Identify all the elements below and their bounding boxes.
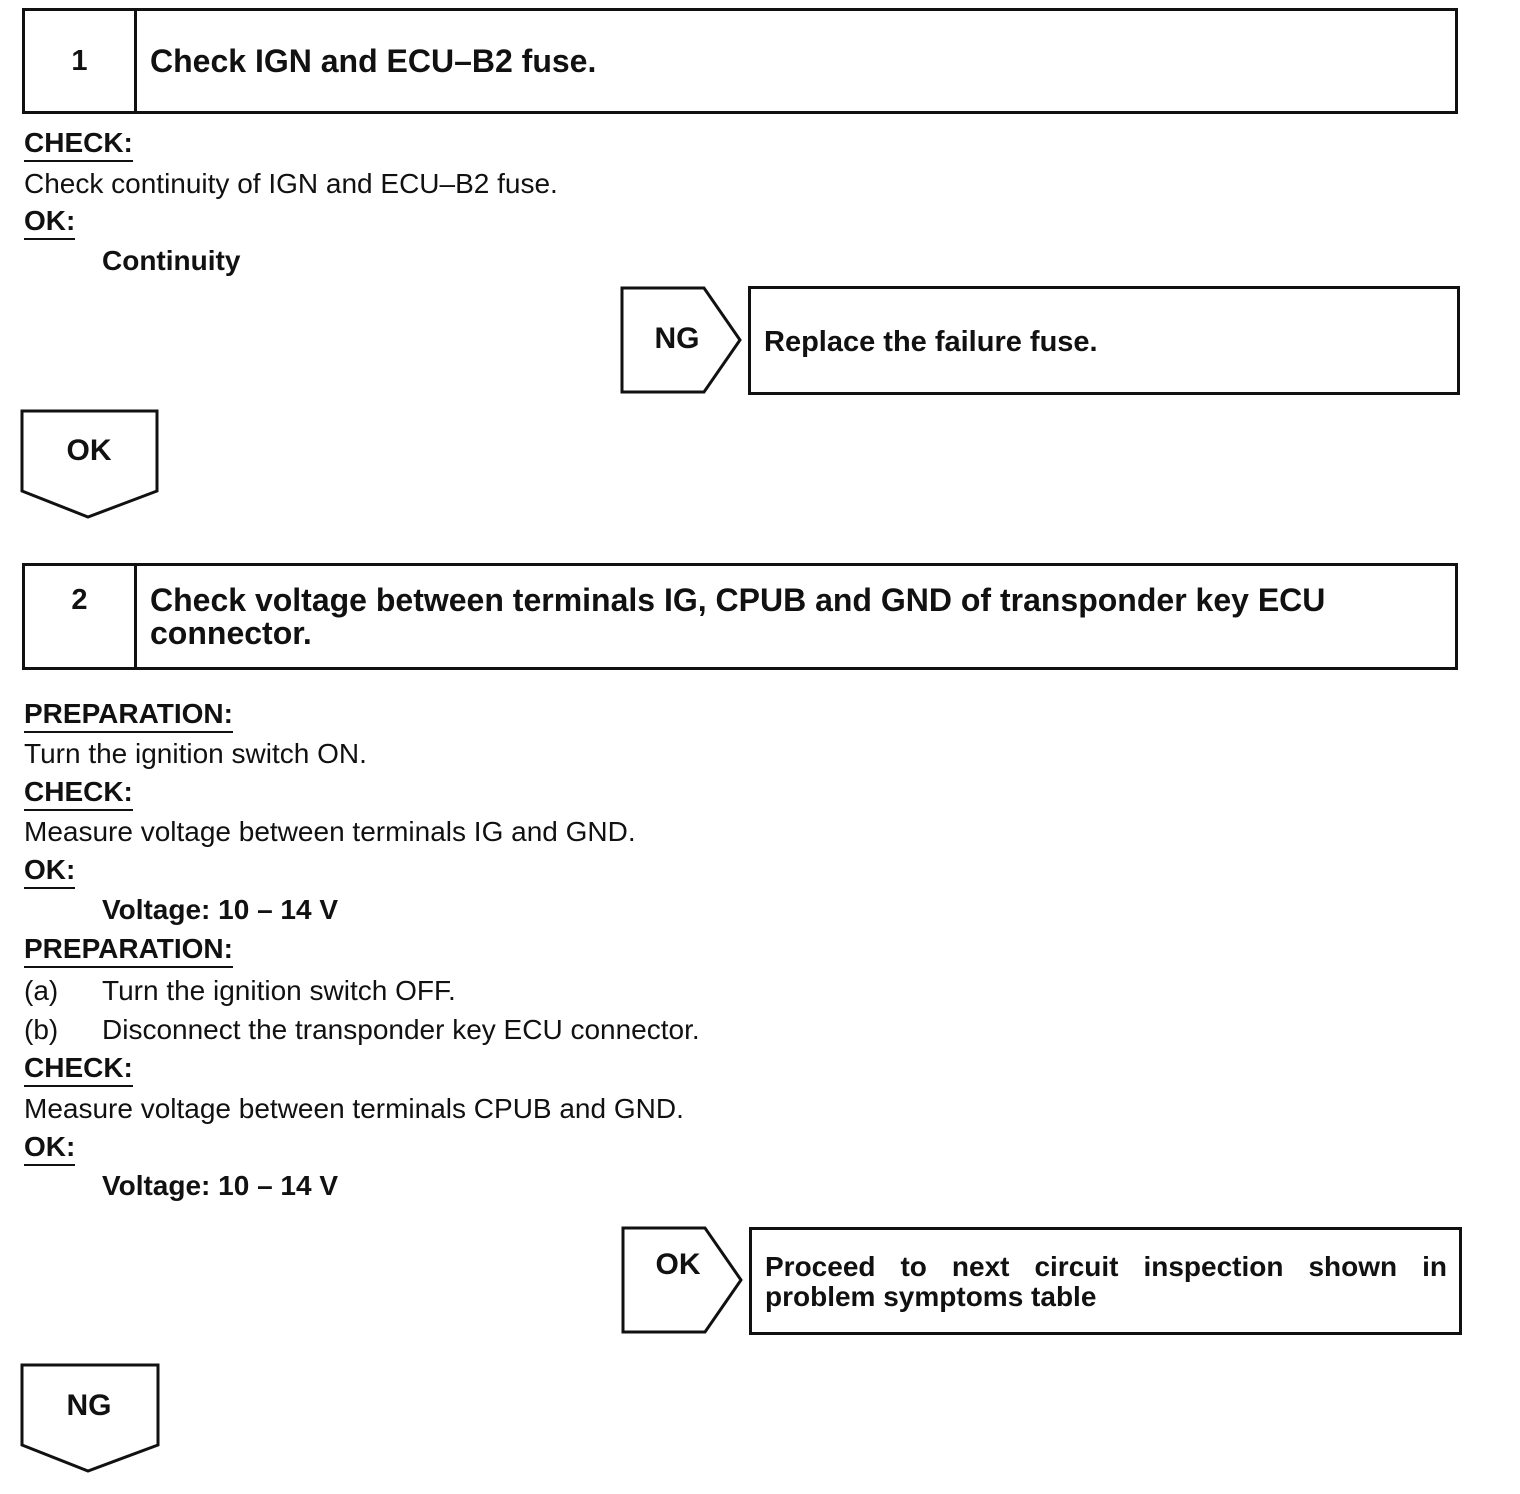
step-2-ok-label: OK [655, 1248, 701, 1281]
step-1-check-text: Check continuity of IGN and ECU–B2 fuse. [24, 168, 558, 199]
step-2-prep2-item-a-letter: (a) [24, 975, 59, 1006]
step-2-prep2-label: PREPARATION: [24, 932, 233, 968]
step-1-title: Check IGN and ECU–B2 fuse. [150, 43, 597, 79]
step-2-prep2-item-a-text: Turn the ignition switch OFF. [102, 975, 456, 1006]
step-2-prep2-item-b-text: Disconnect the transponder key ECU connector. [102, 1014, 700, 1045]
step-2-prep2-item-b-letter: (b) [24, 1014, 59, 1045]
step-2-ok-action: Proceed to next circuit inspection shown in problem symptoms table [765, 1251, 1447, 1312]
step-2-title: Check voltage between terminals IG, CPUB and GND of transponder key ECU connector. [150, 582, 1326, 651]
step-2-ok2-spec: Voltage: 10 – 14 V [102, 1170, 339, 1201]
step-2-ok2-label: OK: [24, 1130, 75, 1166]
step-1-ng-action: Replace the failure fuse. [764, 326, 1098, 358]
step-2-check1-label: CHECK: [24, 775, 133, 811]
step-2-ok1-spec: Voltage: 10 – 14 V [102, 894, 339, 925]
step-2-check1-text: Measure voltage between terminals IG and GND. [24, 816, 636, 847]
step-2-ng-arrow-label: NG [66, 1389, 112, 1422]
step-2-prep1-text: Turn the ignition switch ON. [24, 738, 367, 769]
step-2-ok1-label: OK: [24, 853, 75, 889]
step-1-header [22, 8, 1458, 114]
step-1-ok-arrow-label: OK [66, 434, 112, 467]
step-1-check-label: CHECK: [24, 126, 133, 162]
step-2-check2-text: Measure voltage between terminals CPUB and GND. [24, 1093, 684, 1124]
step-2-number: 2 [25, 566, 137, 667]
step-1-ng-label: NG [654, 322, 700, 355]
step-2-prep1-label: PREPARATION: [24, 697, 233, 733]
step-1-number: 1 [25, 11, 137, 111]
step-1-ok-spec: Continuity [102, 245, 241, 276]
step-1-ok-label: OK: [24, 204, 75, 240]
step-2-check2-label: CHECK: [24, 1051, 133, 1087]
step-2-header [22, 563, 1458, 670]
step-2-ok-action-box [749, 1227, 1462, 1335]
step-1-ng-action-box [748, 286, 1460, 395]
